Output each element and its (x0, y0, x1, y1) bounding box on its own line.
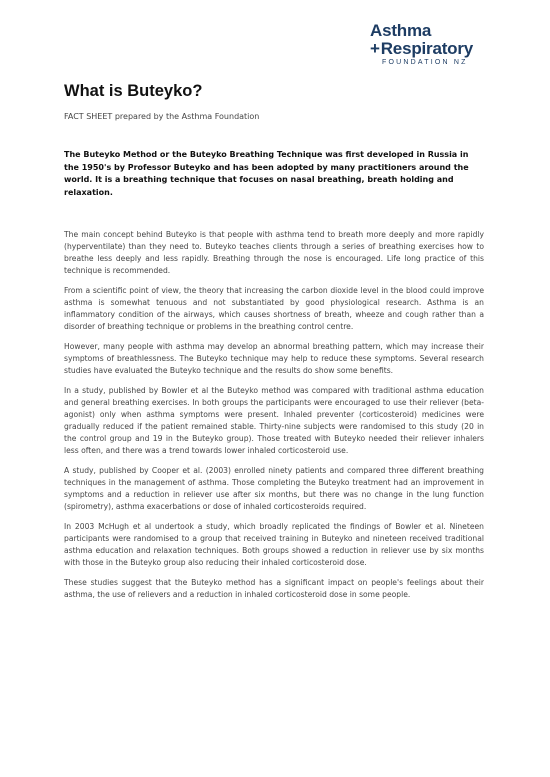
logo-respiratory-text: Respiratory (380, 39, 474, 58)
logo-line-respiratory (370, 40, 510, 58)
logo-plus: + (370, 39, 380, 58)
asthma-respiratory-logo (370, 22, 510, 66)
body-paragraph-2: From a scientific point of view, the theory that increasing the carbon dioxide level in the blood could improve asthma is somewhat tenuous and not substantiated by good physiological research. Asthma is an inflammatory condition of the airways, which causes shortness of breath, wheeze and cough rather than a disorder of breathing technique or problems in the breathing control centre. (64, 286, 484, 331)
logo-line-foundation: FOUNDATION NZ (382, 59, 468, 66)
logo-line-asthma: Asthma (370, 21, 432, 40)
document-body (64, 82, 484, 609)
page-subtitle: FACT SHEET prepared by the Asthma Foundation (64, 112, 260, 121)
body-paragraph-6: In 2003 McHugh et al undertook a study, which broadly replicated the findings of Bowler et al. Nineteen participants were randomised to a group that received training in Buteyko and nineteen received traditional asthma education and relaxation techniques. Both groups showed a reduction in reliever use by six months with those in the Buteyko group also reducing their inhaled corticosteroid dose. (64, 522, 484, 567)
page-title: What is Buteyko? (64, 82, 203, 100)
body-paragraph-5: A study, published by Cooper et al. (2003) enrolled ninety patients and compared three different breathing techniques in the management of asthma. Those completing the Buteyko treatment had an improvement in symptoms and a reduction in reliever use after six months, but there was no change in the lung function (spirometry), asthma exacerbations or dose of inhaled corticosteroids required. (64, 466, 484, 511)
body-paragraph-4: In a study, published by Bowler et al the Buteyko method was compared with traditional asthma education and general breathing exercises. In both groups the participants were encouraged to use their reliever (beta-agonist) only when asthma symptoms were present. Inhaled preventer (corticosteroid) medicines were gradually reduced if the patient remained stable. Thirty-nine subjects were randomised to this study (20 in the control group and 19 in the Buteyko group). Those treated with Buteyko needed their reliever inhalers less often, and there was a trend towards lower inhaled corticosteroid use. (64, 386, 484, 455)
body-paragraph-7: These studies suggest that the Buteyko method has a significant impact on people's feelings about their asthma, the use of relievers and a reduction in inhaled corticosteroid dose in some people. (64, 578, 484, 599)
body-paragraph-3: However, many people with asthma may develop an abnormal breathing pattern, which may increase their symptoms of breathlessness. The Buteyko technique may help to reduce these symptoms. Several research studies have evaluated the Buteyko technique and the results do show some benefits. (64, 342, 484, 375)
body-paragraph-1: The main concept behind Buteyko is that people with asthma tend to breath more deeply and more rapidly (hyperventilate) than they need to. Buteyko teaches clients through a series of breathing exercises how to breathe less deeply and less rapidly. Breathing through the nose is encouraged. Life long practice of this technique is recommended. (64, 230, 484, 275)
intro-paragraph: The Buteyko Method or the Buteyko Breathing Technique was first developed in Russia in the 1950's by Professor Buteyko and has been adopted by many practitioners around the world. It is a breathing technique that focuses on nasal breathing, breath holding and relaxation. (64, 150, 469, 197)
